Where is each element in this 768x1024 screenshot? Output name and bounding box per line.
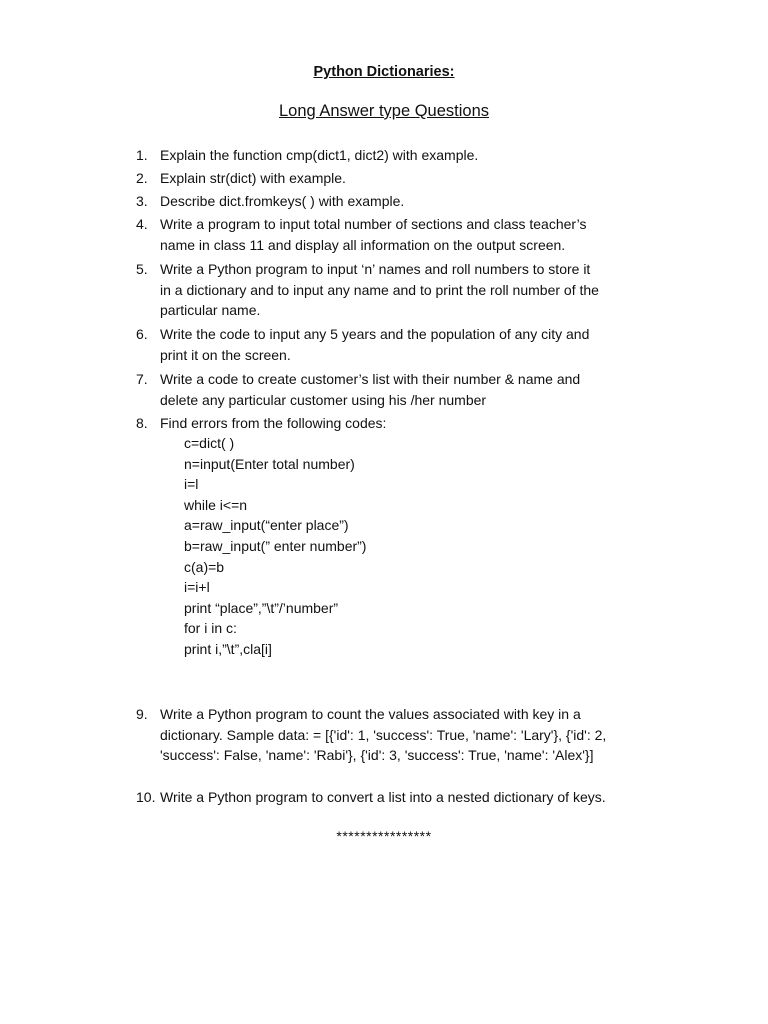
code-line: i=i+l [184, 579, 210, 596]
question-3 [136, 191, 666, 212]
question-number: 5. [136, 261, 148, 277]
question-number: 1. [136, 147, 148, 163]
document-title: Python Dictionaries: [313, 64, 455, 80]
question-line: Write a Python program to count the values associated with key in a [160, 706, 581, 722]
question-line: Explain str(dict) with example. [160, 170, 346, 186]
code-line: for i in c: [184, 620, 237, 637]
question-number: 10. [136, 789, 156, 805]
question-line: 'success': False, 'name': 'Rabi'}, {'id': 3, 'success': True, 'name': 'Alex'}] [160, 747, 594, 763]
question-line: dictionary. Sample data: = [{'id': 1, 'success': True, 'name': 'Lary'}, {'id': 2, [160, 726, 607, 743]
document-subtitle: Long Answer type Questions [278, 102, 490, 120]
question-5 [136, 259, 666, 321]
question-number: 2. [136, 170, 148, 186]
question-line: name in class 11 and display all information on the output screen. [160, 236, 566, 253]
question-line: Write the code to input any 5 years and the population of any city and [160, 326, 590, 342]
code-line: while i<=n [184, 496, 248, 513]
question-number: 6. [136, 326, 148, 342]
code-line: print i,”\t”,cla[i] [184, 640, 272, 657]
question-8 [136, 413, 666, 434]
code-block [184, 433, 366, 660]
question-line: Describe dict.fromkeys( ) with example. [160, 193, 405, 209]
code-line: print “place”,”\t”/’number” [184, 599, 339, 616]
question-line: Write a program to input total number of sections and class teacher’s [160, 216, 587, 232]
question-line: Explain the function cmp(dict1, dict2) with example. [160, 147, 479, 163]
code-line: a=raw_input(“enter place”) [184, 517, 349, 534]
question-number: 8. [136, 415, 148, 431]
code-line: b=raw_input(” enter number”) [184, 537, 367, 554]
question-line: Find errors from the following codes: [160, 415, 387, 431]
question-number: 7. [136, 371, 148, 387]
question-1 [136, 145, 666, 166]
question-line: Write a Python program to convert a list into a nested dictionary of keys. [160, 789, 606, 805]
question-9 [136, 704, 666, 766]
question-number: 9. [136, 706, 148, 722]
question-line: print it on the screen. [160, 346, 291, 363]
question-line: in a dictionary and to input any name and to print the roll number of the [160, 281, 599, 298]
question-4 [136, 214, 666, 255]
question-line: Write a code to create customer’s list with their number & name and [160, 371, 581, 387]
question-7 [136, 369, 666, 410]
question-line: delete any particular customer using his /her number [160, 391, 487, 408]
code-line: c=dict( ) [184, 435, 235, 451]
code-line: n=input(Enter total number) [184, 455, 355, 472]
question-number: 4. [136, 216, 148, 232]
question-number: 3. [136, 193, 148, 209]
question-line: particular name. [160, 302, 261, 318]
question-line: Write a Python program to input ‘n’ names and roll numbers to store it [160, 261, 591, 277]
question-2 [136, 168, 666, 189]
question-6 [136, 324, 666, 365]
question-10 [136, 787, 666, 808]
footer-asterisks: **************** [336, 828, 432, 844]
code-line: c(a)=b [184, 558, 225, 575]
code-line: i=l [184, 476, 199, 493]
